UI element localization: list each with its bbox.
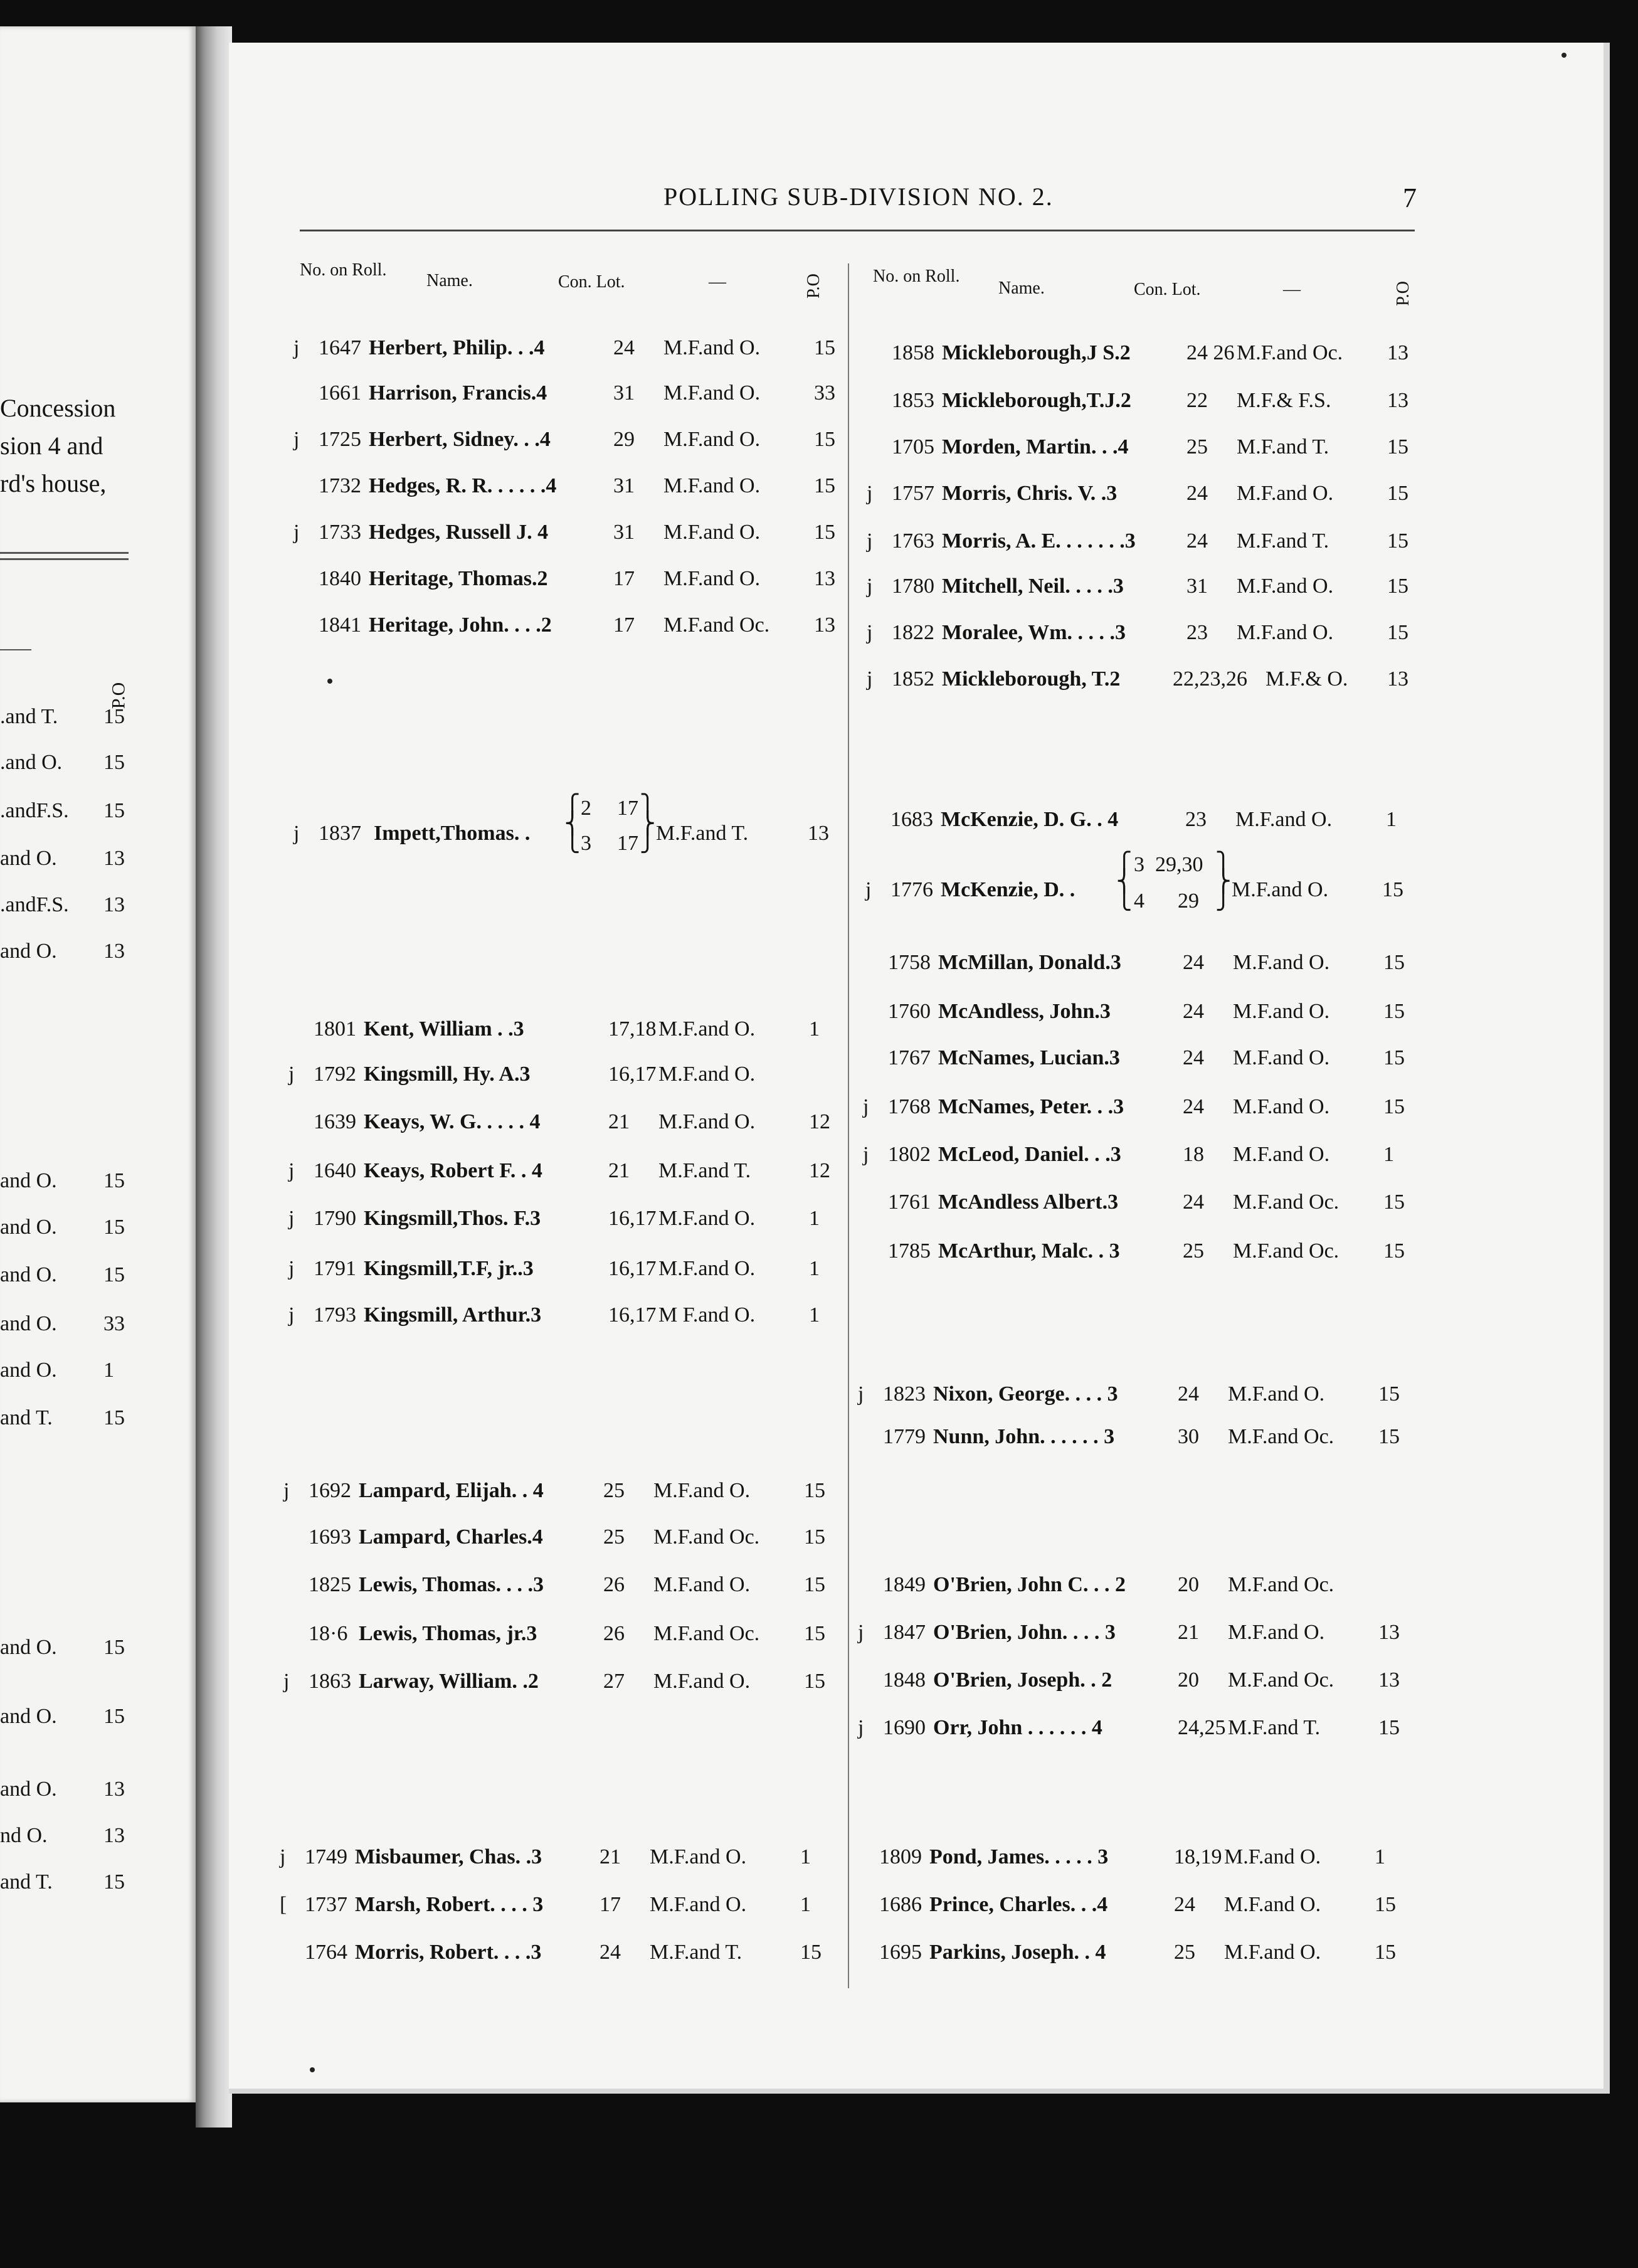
name-header: Name.: [426, 271, 473, 290]
roll-header: No. on Roll.: [300, 260, 387, 280]
voter-entry: 1801 Kent, William . .3 17,18 M.F.and O. 1: [314, 1017, 820, 1041]
voter-entry: j 1640 Keays, Robert F. . 4 21 M.F.and T. 12: [288, 1159, 830, 1182]
brace-open: ⎧ ⎨ ⎩: [1116, 852, 1133, 911]
running-head: POLLING SUB-DIVISION NO. 2.: [663, 183, 1054, 211]
voter-entry: j 1692 Lampard, Elijah. . 4 25 M.F.and O. 15: [283, 1479, 825, 1502]
ink-speck: [327, 679, 332, 684]
voter-entry: 1761 McAndless Albert.3 24 M.F.and Oc. 15: [888, 1190, 1405, 1214]
voter-entry: j 1725 Herbert, Sidney. . .4 29 M.F.and O. 15: [293, 428, 835, 451]
column-divider: [848, 263, 849, 1988]
voter-entry: 1841 Heritage, John. . . .2 17 M.F.and Oc. 13: [319, 613, 835, 637]
ink-speck: [310, 2067, 315, 2072]
previous-page-po-header: P.O: [108, 682, 129, 709]
voter-entry: j 1823 Nixon, George. . . . 3 24 M.F.and O. 15: [858, 1382, 1400, 1406]
voter-entry: j 1749 Misbaumer, Chas. .3 21 M.F.and O. 1: [280, 1845, 811, 1868]
voter-entry: 1760 McAndless, John.3 24 M.F.and O. 15: [888, 1000, 1405, 1023]
voter-entry: j 1763 Morris, A. E. . . . . . .3 24 M.F.and T. 15: [867, 529, 1408, 553]
ink-speck: [1561, 53, 1567, 58]
dash-header: —: [1283, 280, 1301, 299]
voter-entry-multi-lot: j 1776 McKenzie, D. . ⎧ ⎨ ⎩ 3 29,30 4 29 ⎫ ⎬ ⎭ M.F.and O. 15: [865, 852, 1403, 913]
brace-close: ⎫ ⎬ ⎭: [640, 795, 656, 853]
previous-page-fragment: Concession sion 4 and rd's house, P.O .and T. 15 .and O. 15 .andF.S. 15 and O. 13 .andF.S. 13 and O. 13 and O. 15 and O. 15 and O. 15 and O. 33 and O. 1 and T. 15 and O. 15 and O. 15 and O. 13 nd O. 13 and T. 15: [0, 26, 196, 2102]
brace-open: ⎧ ⎨ ⎩: [564, 795, 581, 853]
dash-header: —: [709, 272, 726, 292]
con-lot-header: Con. Lot.: [1134, 280, 1201, 299]
voter-entry: j 1791 Kingsmill,T.F, jr..3 16,17 M.F.and O. 1: [288, 1257, 820, 1280]
brace-close: ⎫ ⎬ ⎭: [1215, 852, 1232, 911]
voter-entry: j 1847 O'Brien, John. . . . 3 21 M.F.and O. 13: [858, 1621, 1400, 1644]
voter-entry: 1686 Prince, Charles. . .4 24 M.F.and O. 15: [879, 1893, 1396, 1916]
previous-page-rule: [0, 558, 129, 560]
voter-entry: j 1780 Mitchell, Neil. . . . .3 31 M.F.and O. 15: [867, 575, 1408, 598]
voter-entry: 1661 Harrison, Francis.4 31 M.F.and O. 33: [319, 381, 835, 405]
po-header: P.O: [803, 273, 823, 299]
voter-entry: j 1647 Herbert, Philip. . .4 24 M.F.and O. 15: [293, 336, 835, 359]
voter-entry: 1693 Lampard, Charles.4 25 M.F.and Oc. 15: [309, 1525, 825, 1549]
voter-entry: j 1863 Larway, William. .2 27 M.F.and O. 15: [283, 1670, 825, 1693]
voter-entry: 1849 O'Brien, John C. . . 2 20 M.F.and Oc.: [883, 1573, 1334, 1596]
con-lot-header: Con. Lot.: [558, 272, 625, 292]
voter-entry: j 1757 Morris, Chris. V. .3 24 M.F.and O. 15: [867, 482, 1408, 505]
name-header: Name.: [998, 278, 1045, 298]
voter-entry: 1853 Mickleborough,T.J.2 22 M.F.& F.S. 13: [892, 389, 1408, 412]
previous-page-text-line: sion 4 and: [0, 432, 103, 460]
book-gutter: [196, 26, 232, 2128]
voter-entry: 1758 McMillan, Donald.3 24 M.F.and O. 15: [888, 951, 1405, 974]
previous-page-rule: [0, 552, 129, 554]
po-header: P.O: [1393, 281, 1413, 306]
voter-entry: j 1690 Orr, John . . . . . . 4 24,25 M.F.and T. 15: [858, 1716, 1400, 1739]
voter-entry: 1858 Mickleborough,J S.2 24 26 M.F.and Oc. 13: [892, 341, 1408, 364]
previous-page-text-line: rd's house,: [0, 469, 107, 497]
voter-entry: 1809 Pond, James. . . . . 3 18,19 M.F.and O. 1: [879, 1845, 1385, 1868]
voter-entry: 1683 McKenzie, D. G. . 4 23 M.F.and O. 1: [890, 808, 1397, 831]
voter-entry: 1840 Heritage, Thomas.2 17 M.F.and O. 13: [319, 567, 835, 590]
voter-entry: j 1733 Hedges, Russell J. 4 31 M.F.and O. 15: [293, 521, 835, 544]
voter-entry: 1732 Hedges, R. R. . . . . .4 31 M.F.and O. 15: [319, 474, 835, 497]
voter-entry: 1825 Lewis, Thomas. . . .3 26 M.F.and O. 15: [309, 1573, 825, 1596]
voter-entry: 1848 O'Brien, Joseph. . 2 20 M.F.and Oc. 13: [883, 1668, 1400, 1692]
voter-entry: j 1790 Kingsmill,Thos. F.3 16,17 M.F.and O. 1: [288, 1207, 820, 1230]
voter-entry: 1705 Morden, Martin. . .4 25 M.F.and T. 15: [892, 435, 1408, 458]
voter-entry: 1764 Morris, Robert. . . .3 24 M.F.and T. 15: [305, 1941, 822, 1964]
voter-entry: 1785 McArthur, Malc. . 3 25 M.F.and Oc. 15: [888, 1239, 1405, 1263]
voter-entry: [ 1737 Marsh, Robert. . . . 3 17 M.F.and O. 1: [280, 1893, 811, 1916]
voter-entry: j 1768 McNames, Peter. . .3 24 M.F.and O. 15: [863, 1095, 1405, 1118]
voter-entry: 1639 Keays, W. G. . . . . 4 21 M.F.and O. 12: [314, 1110, 830, 1133]
previous-page-text-line: Concession: [0, 394, 116, 422]
voter-entry: 1767 McNames, Lucian.3 24 M.F.and O. 15: [888, 1046, 1405, 1069]
roll-header: No. on Roll.: [873, 267, 960, 286]
previous-page-dash: [0, 649, 31, 650]
voter-entry: j 1822 Moralee, Wm. . . . .3 23 M.F.and O. 15: [867, 621, 1408, 644]
voter-entry: j 1852 Mickleborough, T.2 22,23,26 M.F.& O. 13: [867, 667, 1408, 691]
voter-entry-multi-lot: j 1837 Impett,Thomas. . ⎧ ⎨ ⎩ 2 17 3 17 ⎫ ⎬ ⎭ M.F.and T. 13: [293, 795, 829, 855]
header-rule: [300, 230, 1415, 231]
voter-entry: 1779 Nunn, John. . . . . . 3 30 M.F.and Oc. 15: [883, 1425, 1400, 1448]
voter-entry: j 1792 Kingsmill, Hy. A.3 16,17 M.F.and O.: [288, 1062, 756, 1086]
voter-entry: j 1793 Kingsmill, Arthur.3 16,17 M F.and O. 1: [288, 1303, 820, 1327]
voter-entry: 18·6 Lewis, Thomas, jr.3 26 M.F.and Oc. 15: [309, 1622, 825, 1645]
page-number: 7: [1403, 183, 1417, 213]
voter-entry: 1695 Parkins, Joseph. . 4 25 M.F.and O. 15: [879, 1941, 1396, 1964]
voter-entry: j 1802 McLeod, Daniel. . .3 18 M.F.and O. 1: [863, 1143, 1394, 1166]
